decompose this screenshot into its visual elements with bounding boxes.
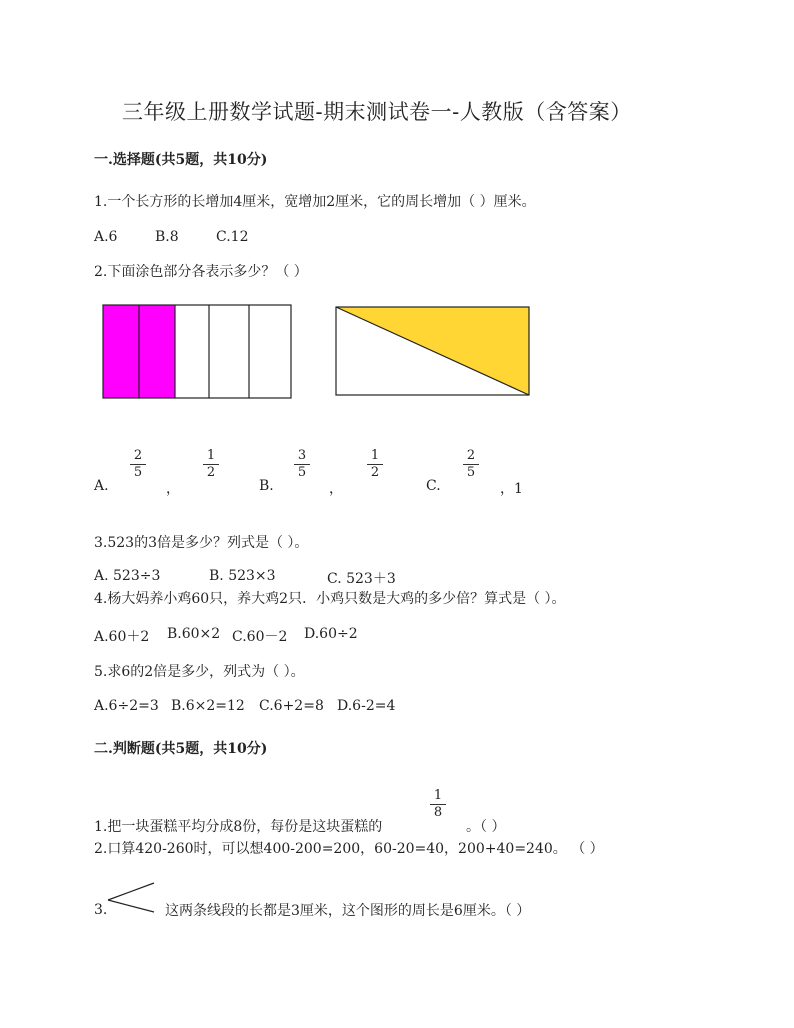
fraction-numerator: 1 bbox=[370, 448, 380, 463]
judge-1-text-before: 1.把一块蛋糕平均分成8份，每份是这块蛋糕的 bbox=[94, 819, 383, 835]
fraction-denominator: 5 bbox=[466, 465, 476, 480]
angle-segments-figure bbox=[106, 880, 158, 916]
shaded-part-2 bbox=[139, 305, 175, 398]
judge-3-text: 这两条线段的长都是3厘米，这个图形的周长是6厘米。（ ） bbox=[165, 903, 531, 919]
fraction-denominator: 2 bbox=[206, 465, 216, 480]
fraction-numerator: 1 bbox=[433, 788, 443, 803]
fraction-bar-figure bbox=[102, 304, 296, 400]
question-4-text: 4.杨大妈养小鸡60只，养大鸡2只．小鸡只数是大鸡的多少倍？算式是（ ）。 bbox=[94, 591, 566, 607]
question-3-text: 3.523的3倍是多少？列式是（ ）。 bbox=[94, 535, 309, 551]
q2-separator-3: ，1 bbox=[500, 481, 523, 497]
fraction-denominator: 5 bbox=[133, 465, 143, 480]
fraction-denominator: 2 bbox=[370, 465, 380, 480]
q5-option-b: B.6×2=12 bbox=[171, 698, 245, 714]
page-title: 三年级上册数学试题-期末测试卷一-人教版（含答案） bbox=[122, 100, 632, 124]
fraction-numerator: 2 bbox=[466, 448, 476, 463]
q4-option-b: B.60×2 bbox=[167, 626, 221, 642]
q5-option-d: D.6-2=4 bbox=[337, 698, 396, 714]
fraction-numerator: 2 bbox=[133, 448, 143, 463]
shaded-part-1 bbox=[103, 305, 139, 398]
q5-option-a: A.6÷2=3 bbox=[94, 698, 159, 714]
section-heading-choice: 一.选择题(共5题，共10分) bbox=[94, 152, 268, 168]
judge-2-text: 2.口算420-260时，可以想400-200=200，60-20=40，200+40=240。 （ ） bbox=[94, 841, 604, 857]
fraction-denominator: 5 bbox=[297, 465, 307, 480]
q1-option-c: C.12 bbox=[216, 229, 249, 245]
q2-separator-1: ， bbox=[166, 481, 180, 497]
triangle-rectangle-figure bbox=[333, 304, 533, 400]
fraction-denominator: 8 bbox=[433, 805, 443, 820]
q1-option-a: A.6 bbox=[94, 229, 118, 245]
question-2-text: 2.下面涂色部分各表示多少？（ ） bbox=[94, 264, 308, 280]
q2-fraction-2 bbox=[203, 449, 219, 480]
q2-fraction-5 bbox=[463, 449, 479, 480]
fraction-numerator: 1 bbox=[206, 448, 216, 463]
fraction-numerator: 3 bbox=[297, 448, 307, 463]
q3-option-c: C. 523＋3 bbox=[327, 571, 396, 587]
judge-1-text-after: 。（ ） bbox=[466, 819, 506, 835]
q4-option-a: A.60＋2 bbox=[94, 629, 150, 645]
q3-option-a: A. 523÷3 bbox=[94, 568, 161, 584]
question-5-text: 5.求6的2倍是多少，列式为（ ）。 bbox=[94, 664, 305, 680]
q2-label-b: B. bbox=[259, 478, 274, 494]
q2-separator-2: ， bbox=[329, 481, 343, 497]
q4-option-c: C.60－2 bbox=[232, 629, 288, 645]
q4-option-d: D.60÷2 bbox=[304, 626, 358, 642]
q3-option-b: B. 523×3 bbox=[209, 568, 276, 584]
q2-label-c: C. bbox=[426, 478, 441, 494]
q5-option-c: C.6+2=8 bbox=[259, 698, 324, 714]
section-heading-judge: 二.判断题(共5题，共10分) bbox=[94, 741, 268, 757]
q2-label-a: A. bbox=[94, 478, 109, 494]
question-1-text: 1.一个长方形的长增加4厘米，宽增加2厘米，它的周长增加（ ）厘米。 bbox=[94, 194, 536, 210]
q1-option-b: B.8 bbox=[155, 229, 179, 245]
q2-fraction-3 bbox=[294, 449, 310, 480]
q2-fraction-4 bbox=[367, 449, 383, 480]
q2-fraction-1 bbox=[130, 449, 146, 480]
judge-1-fraction bbox=[430, 789, 446, 820]
judge-3-number: 3. bbox=[94, 902, 108, 918]
